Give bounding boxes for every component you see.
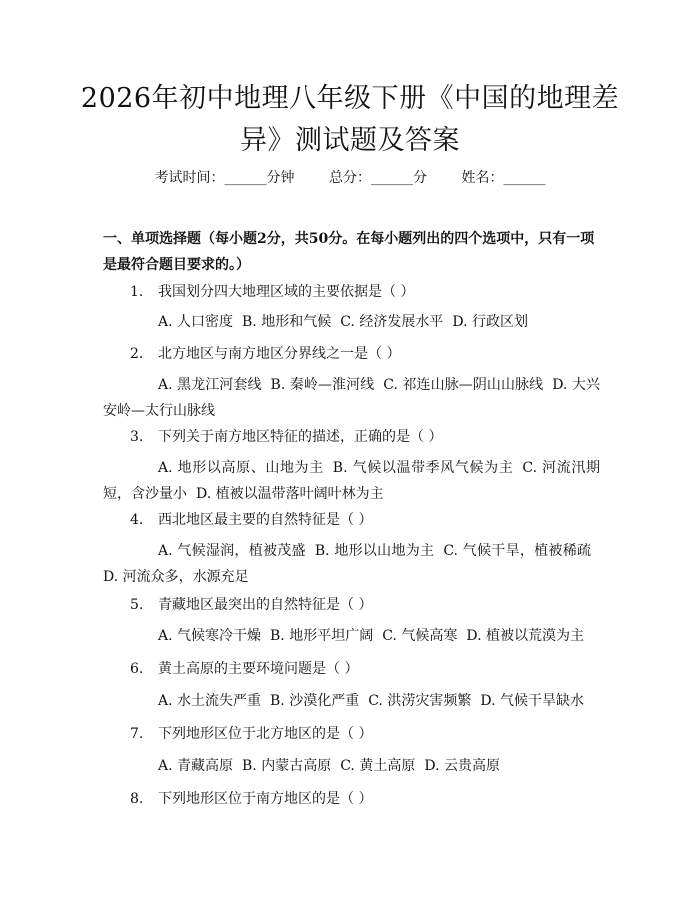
page-title: 2026年初中地理八年级下册《中国的地理差异》测试题及答案 [80, 83, 620, 156]
option-d: D. 植被以温带落叶阔叶林为主 [196, 486, 384, 502]
option-c: C. 气候干旱，植被稀疏 [443, 543, 591, 559]
question-1 [103, 279, 603, 305]
question-number: 4. [130, 512, 144, 528]
option-c: C. 黄土高原 [340, 758, 416, 774]
option-d: D. 气候干旱缺水 [480, 693, 584, 709]
option-c: C. 经济发展水平 [340, 314, 444, 330]
question-1-options [103, 309, 600, 335]
option-b: B. 内蒙古高原 [242, 758, 332, 774]
option-c: C. 洪涝灾害频繁 [368, 693, 472, 709]
question-8 [103, 786, 603, 812]
exam-time: 考试时间：______分钟 [154, 170, 295, 186]
question-number: 5. [130, 597, 144, 613]
option-c: C. 祁连山脉—阴山山脉线 [383, 377, 544, 393]
option-d: D. 大兴安岭—太行山脉线 [103, 377, 600, 419]
question-3-options [103, 455, 600, 507]
option-d: D. 植被以荒漠为主 [466, 628, 584, 644]
question-5 [103, 592, 603, 618]
option-c: C. 河流汛期短，含沙量小 [103, 460, 600, 502]
student-name: 姓名：______ [461, 170, 546, 186]
question-stem: 下列关于南方地区特征的描述，正确的是（ ） [158, 429, 443, 445]
question-stem: 西北地区最主要的自然特征是（ ） [158, 512, 373, 528]
question-number: 1. [130, 284, 144, 300]
option-d: D. 行政区划 [452, 314, 528, 330]
option-d: D. 河流众多，水源充足 [103, 569, 249, 585]
question-2-options [103, 372, 600, 424]
question-stem: 黄土高原的主要环境问题是（ ） [158, 661, 359, 677]
question-6-options [103, 688, 600, 714]
question-6 [103, 656, 603, 682]
option-a: A. 地形以高原、山地为主 [158, 460, 324, 476]
question-number: 8. [130, 791, 144, 807]
option-b: B. 秦岭—淮河线 [270, 377, 375, 393]
option-b: B. 地形平坦广阔 [270, 628, 374, 644]
question-stem: 北方地区与南方地区分界线之一是（ ） [158, 346, 401, 362]
question-stem: 青藏地区最突出的自然特征是（ ） [158, 597, 373, 613]
option-b: B. 沙漠化严重 [270, 693, 360, 709]
question-3 [103, 424, 603, 450]
option-a: A. 黑龙江河套线 [158, 377, 262, 393]
option-a: A. 人口密度 [158, 314, 234, 330]
option-b: B. 地形以山地为主 [314, 543, 435, 559]
option-b: B. 气候以温带季风气候为主 [332, 460, 514, 476]
question-7 [103, 721, 603, 747]
question-stem: 下列地形区位于南方地区的是（ ） [158, 791, 373, 807]
section-heading: 一、单项选择题（每小题2分，共50分。在每小题列出的四个选项中，只有一项是最符合题目要求的。） [103, 231, 595, 273]
option-a: A. 气候寒冷干燥 [158, 628, 262, 644]
question-stem: 我国划分四大地理区域的主要依据是（ ） [158, 284, 415, 300]
question-4 [103, 507, 603, 533]
option-a: A. 水土流失严重 [158, 693, 262, 709]
question-number: 2. [130, 346, 144, 362]
total-score: 总分：______分 [329, 170, 427, 186]
option-d: D. 云贵高原 [424, 758, 500, 774]
question-number: 7. [130, 726, 144, 742]
question-4-options [103, 538, 600, 590]
option-a: A. 气候湿润，植被茂盛 [158, 543, 306, 559]
exam-meta [0, 168, 700, 188]
question-stem: 下列地形区位于北方地区的是（ ） [158, 726, 373, 742]
question-2 [103, 341, 603, 367]
question-5-options [103, 623, 600, 649]
question-7-options [103, 753, 600, 779]
option-c: C. 气候高寒 [382, 628, 458, 644]
question-number: 6. [130, 661, 144, 677]
option-b: B. 地形和气候 [242, 314, 332, 330]
option-a: A. 青藏高原 [158, 758, 234, 774]
question-number: 3. [130, 429, 144, 445]
